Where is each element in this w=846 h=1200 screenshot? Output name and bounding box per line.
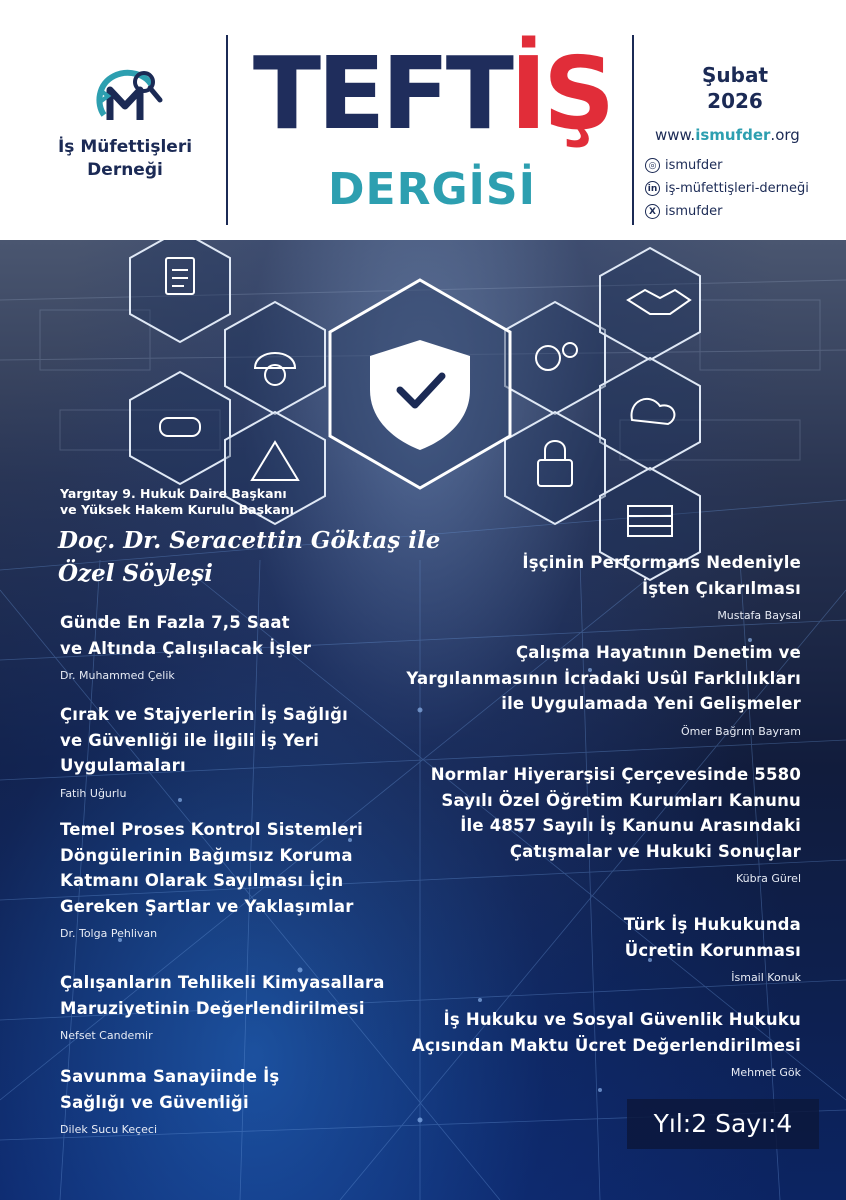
article-title-line: Normlar Hiyerarşisi Çerçevesinde 5580	[430, 765, 801, 784]
article-right-4	[381, 912, 801, 986]
article-author: Dr. Muhammed Çelik	[60, 669, 175, 683]
article-title-line: İşten Çıkarılması	[641, 578, 801, 598]
divider-right	[632, 35, 634, 225]
article-author: Ömer Bağrım Bayram	[681, 724, 801, 738]
article-title-line: Türk İş Hukukunda	[623, 915, 801, 934]
article-author: İsmail Konuk	[731, 971, 801, 985]
goggles-hex	[130, 372, 230, 484]
site-prefix: www.	[655, 126, 696, 144]
article-title-line: Çatışmalar ve Hukuki Sonuçlar	[509, 841, 801, 861]
kicker-line: Yargıtay 9. Hukuk Daire Başkanı	[60, 486, 287, 501]
interview-title-line: Doç. Dr. Seracettin Göktaş ile	[58, 527, 441, 554]
article-author: Fatih Uğurlu	[60, 786, 127, 800]
masthead	[0, 0, 846, 240]
article-author: Dilek Sucu Keçeci	[60, 1123, 158, 1137]
website-link[interactable]	[655, 126, 800, 144]
article-title-line: Günde En Fazla 7,5 Saat	[60, 613, 290, 632]
interview-title-line: Özel Söyleşi	[58, 560, 213, 587]
article-title-line: Savunma Sanayiinde İş	[60, 1067, 280, 1086]
cover-body	[0, 240, 846, 1200]
lock-hex	[505, 412, 605, 524]
article-title-line: ve Altında Çalışılacak İşler	[60, 638, 312, 658]
article-left-5	[60, 1064, 279, 1138]
article-title-line: Çalışma Hayatının Denetim ve	[515, 643, 801, 662]
article-title-line: Maruziyetinin Değerlendirilmesi	[60, 998, 365, 1018]
article-left-3	[60, 817, 363, 942]
title-part-b: İŞ	[509, 35, 612, 152]
article-title-line: Açısından Maktu Ücret Değerlendirilmesi	[411, 1035, 801, 1055]
magazine-title	[232, 35, 632, 152]
article-title-line: Sağlığı ve Güvenliği	[60, 1092, 249, 1112]
instagram-link[interactable]	[645, 158, 722, 173]
article-author: Mehmet Gök	[730, 1066, 801, 1080]
instagram-icon: ◎	[645, 158, 660, 173]
org-name-line2: Derneği	[87, 159, 163, 180]
article-author: Nefset Candemir	[60, 1029, 153, 1043]
article-left-1	[60, 610, 311, 684]
x-handle: ismufder	[665, 204, 723, 219]
article-title-line: Temel Proses Kontrol Sistemleri	[60, 820, 363, 839]
article-title-line: İle 4857 Sayılı İş Kanunu Arasındaki	[460, 816, 801, 836]
inspector-logo-icon	[86, 60, 164, 130]
article-title-line: İş Hukuku ve Sosyal Güvenlik Hukuku	[443, 1010, 801, 1029]
association-logo	[40, 60, 210, 182]
article-title-line: Uygulamaları	[60, 756, 186, 776]
article-title-line: Döngülerinin Bağımsız Koruma	[60, 845, 353, 865]
x-link[interactable]	[645, 204, 722, 219]
helmet-hex	[225, 302, 325, 414]
article-title-line: Gereken Şartlar ve Yaklaşımlar	[60, 896, 354, 916]
title-part-a: TEFT	[252, 35, 510, 152]
linkedin-handle: iş-müfettişleri-derneği	[665, 181, 809, 196]
article-title-line: Sayılı Özel Öğretim Kurumları Kanunu	[441, 790, 801, 810]
magazine-subtitle: DERGİSİ	[327, 164, 536, 215]
article-right-1	[381, 550, 801, 624]
article-author: Dr. Tolga Pehlivan	[60, 927, 158, 941]
site-domain: ismufder	[695, 126, 771, 144]
org-name-line1: İş Müfettişleri	[57, 137, 193, 157]
issue-month: Şubat	[701, 63, 768, 87]
article-title-line: Çalışanların Tehlikeli Kimyasallara	[60, 973, 385, 992]
cloud-hex	[600, 358, 700, 470]
checklist-hex	[130, 240, 230, 342]
article-title-line: Katmanı Olarak Sayılması İçin	[60, 871, 344, 891]
issue-date	[690, 62, 780, 114]
divider-left	[226, 35, 228, 225]
linkedin-icon: in	[645, 181, 660, 196]
article-right-5	[361, 1007, 801, 1081]
gears-hex	[505, 302, 605, 414]
article-left-4	[60, 970, 385, 1044]
linkedin-link[interactable]	[645, 181, 809, 196]
article-title-line: Yargılanmasının İcradaki Usûl Farklılıkları	[406, 668, 801, 688]
article-title-line: Çırak ve Stajyerlerin İş Sağlığı	[60, 705, 348, 724]
article-left-2	[60, 702, 348, 802]
kicker-line: ve Yüksek Hakem Kurulu Başkanı	[60, 502, 294, 517]
instagram-handle: ismufder	[665, 158, 723, 173]
interview-kicker	[60, 486, 294, 518]
x-icon: X	[645, 204, 660, 219]
article-title-line: ve Güvenliği ile İlgili İş Yeri	[60, 730, 320, 750]
article-title-line: İşçinin Performans Nedeniyle	[522, 553, 801, 572]
issue-year: 2026	[707, 89, 763, 113]
article-right-2	[361, 640, 801, 740]
site-suffix: .org	[770, 126, 800, 144]
article-author: Mustafa Baysal	[717, 609, 801, 623]
article-title-line: ile Uygulamada Yeni Gelişmeler	[501, 694, 801, 714]
article-right-3	[361, 762, 801, 887]
article-title-line: Ücretin Korunması	[624, 940, 801, 960]
issue-number-badge: Yıl:2 Sayı:4	[627, 1099, 819, 1149]
article-author: Kübra Gürel	[736, 872, 801, 886]
